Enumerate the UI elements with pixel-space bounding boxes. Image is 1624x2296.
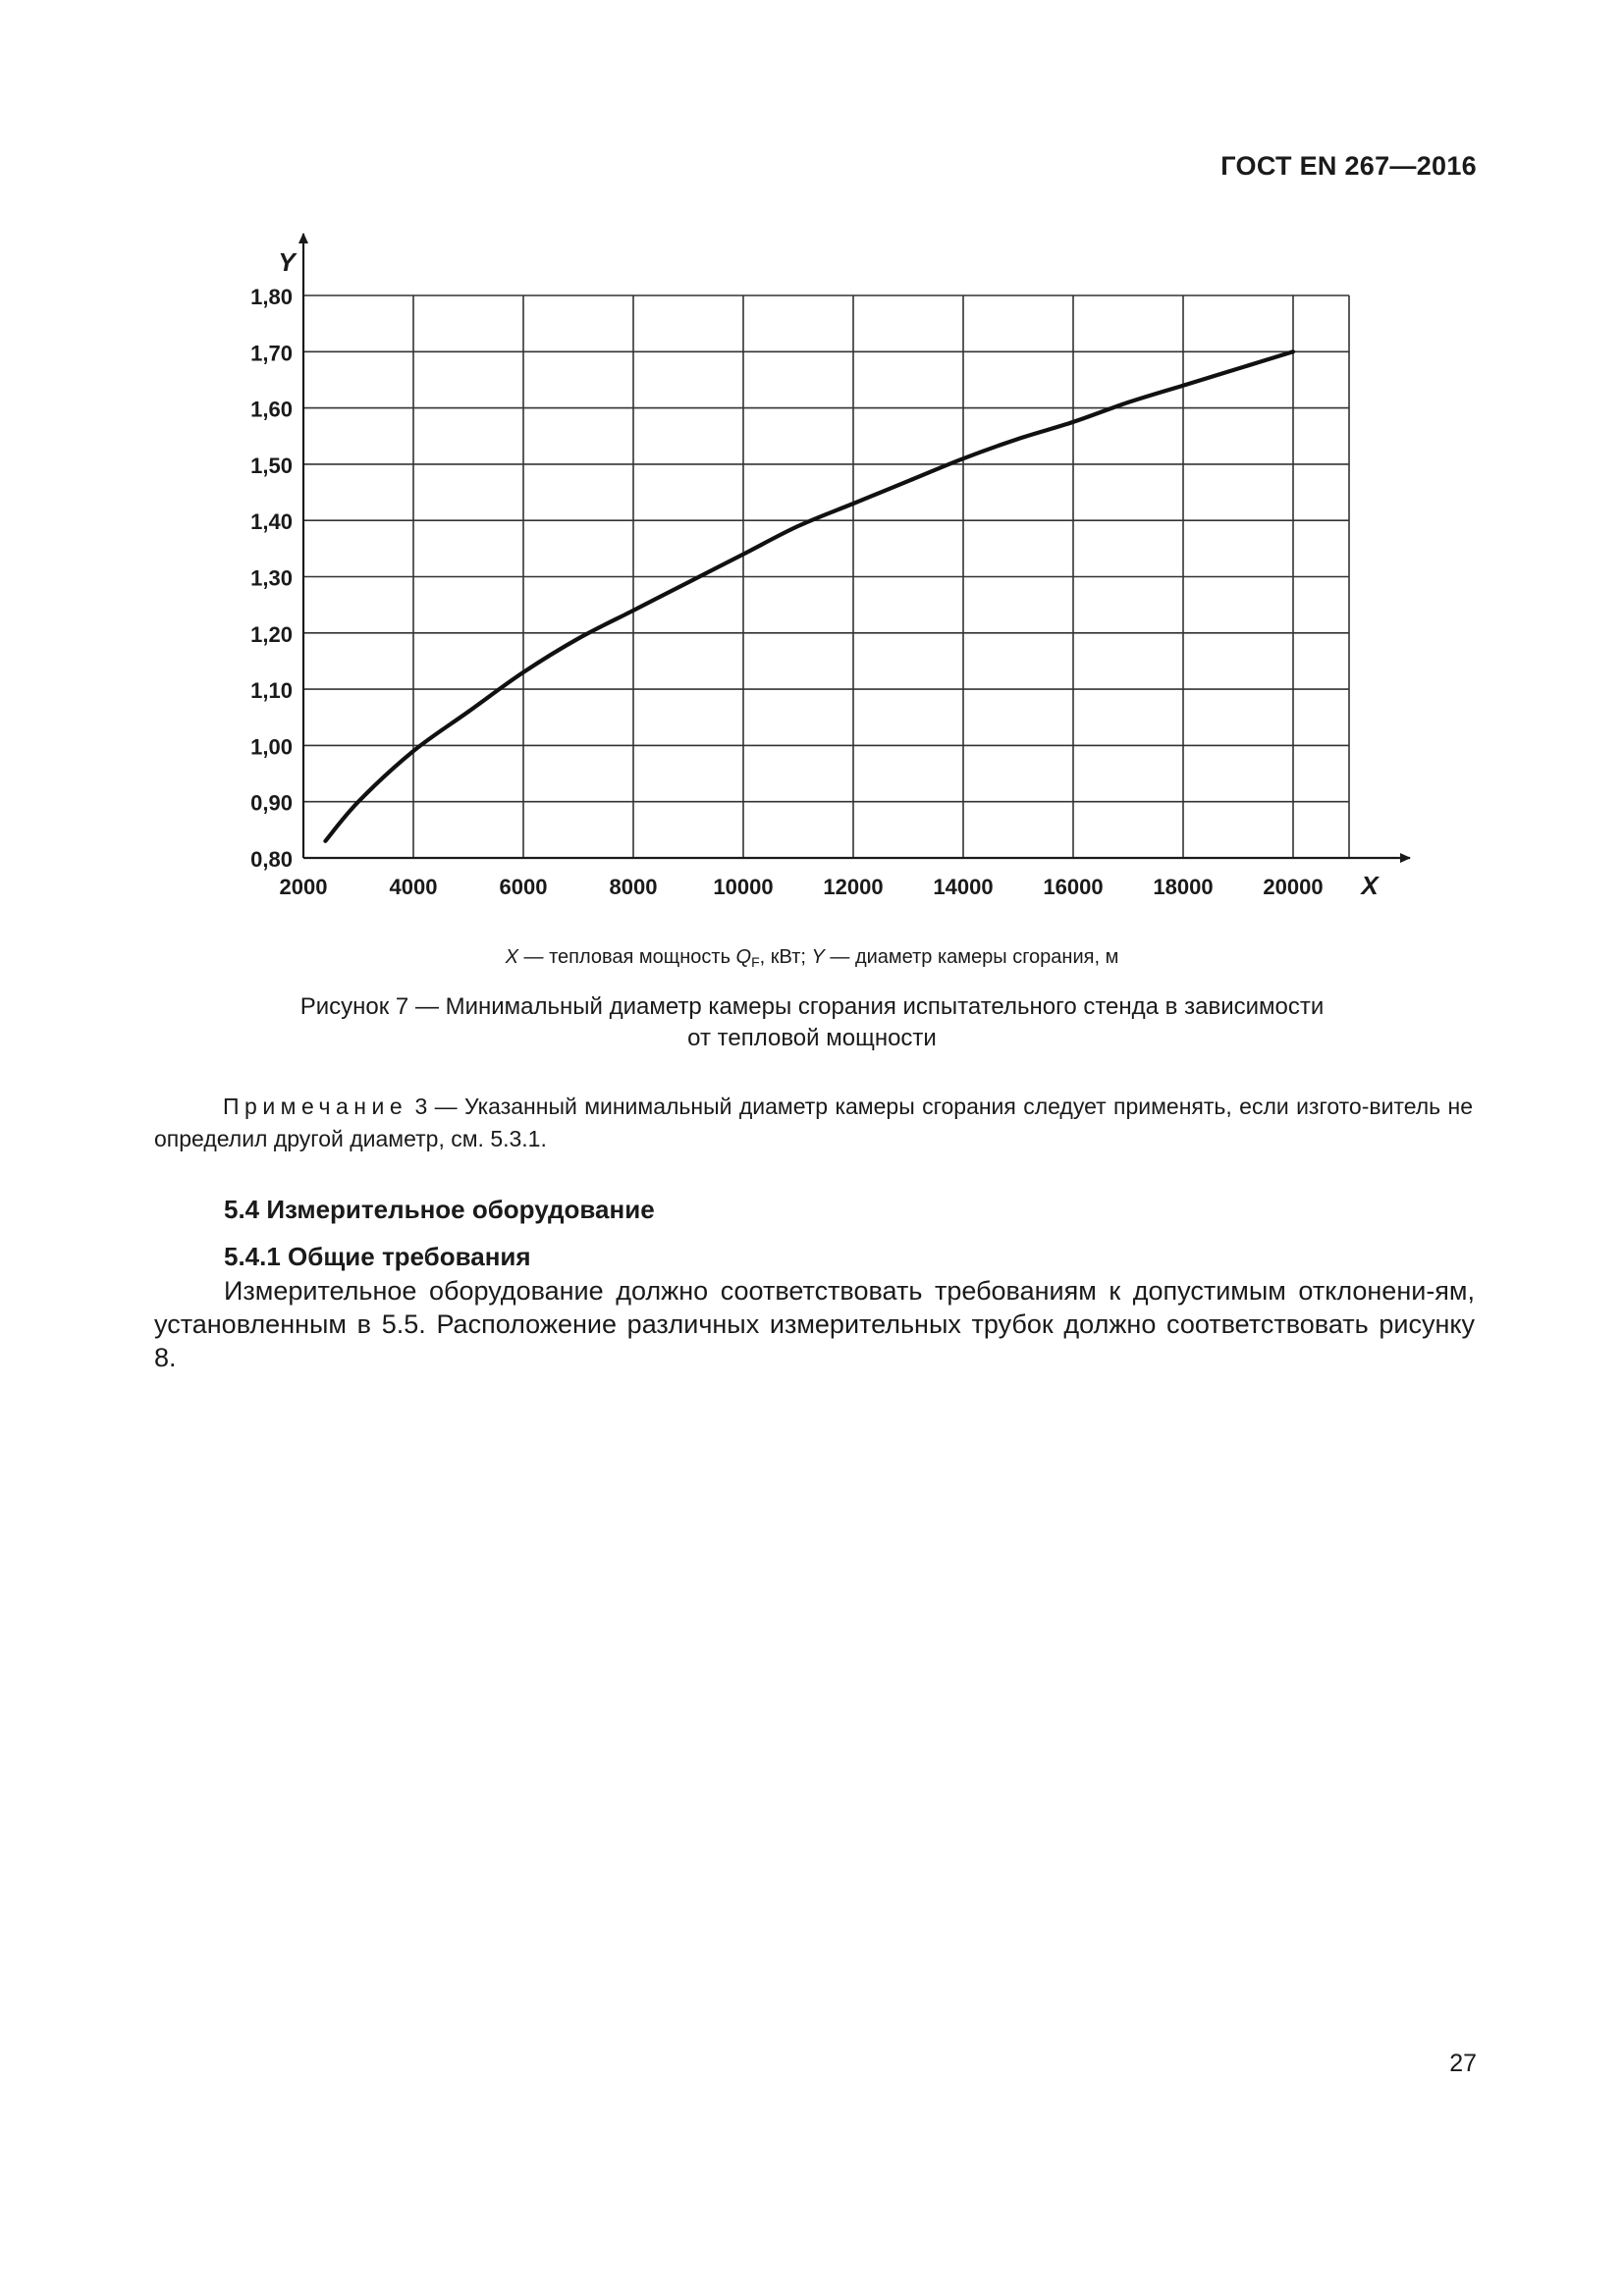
- legend-x-symbol: X: [505, 946, 518, 968]
- x-tick-label: 18000: [1153, 875, 1214, 899]
- x-tick-labels: [280, 875, 1324, 899]
- legend-x-text: — тепловая мощность: [517, 946, 736, 968]
- y-tick-label: 1,10: [250, 678, 293, 704]
- note-label: Примечание: [223, 1094, 408, 1119]
- diameter-chart: [0, 0, 1624, 982]
- x-tick-label: 10000: [713, 875, 774, 899]
- legend-y-text: — диаметр камеры сгорания, м: [824, 946, 1119, 968]
- x-tick-label: 4000: [389, 875, 438, 899]
- note-paragraph: [154, 1091, 1473, 1155]
- y-tick-label: 1,80: [250, 285, 293, 309]
- body-paragraph: [154, 1274, 1475, 1374]
- document-id-header: ГОСТ EN 267—2016: [1220, 151, 1477, 181]
- x-tick-label: 14000: [933, 875, 994, 899]
- y-tick-label: 1,70: [250, 341, 293, 366]
- legend-q-subscript: F: [751, 954, 760, 970]
- y-tick-label: 1,00: [250, 734, 293, 760]
- x-tick-label: 6000: [499, 875, 548, 899]
- caption-line-1: Рисунок 7 — Минимальный диаметр камеры сгорания испытательного стенда в зависимости: [299, 993, 1325, 1020]
- y-tick-label: 1,20: [250, 621, 293, 647]
- y-tick-labels: [250, 285, 293, 872]
- y-tick-label: 1,60: [250, 397, 293, 422]
- x-tick-label: 8000: [609, 875, 658, 899]
- axis-legend: [0, 946, 1624, 969]
- x-axis-label: X: [1361, 871, 1379, 900]
- legend-q-symbol: Q: [735, 946, 752, 968]
- x-tick-label: 12000: [823, 875, 884, 899]
- figure-caption: [0, 991, 1624, 1054]
- legend-y-symbol: Y: [811, 946, 825, 968]
- section-heading: 5.4 Измерительное оборудование: [224, 1195, 655, 1224]
- horizontal-gridlines: [303, 295, 1349, 802]
- page-number: 27: [1449, 2050, 1477, 2077]
- diameter-curve: [325, 351, 1293, 841]
- y-tick-label: 1,50: [250, 453, 293, 478]
- legend-x-unit: , кВт;: [759, 946, 812, 968]
- y-tick-label: 0,80: [250, 847, 293, 872]
- x-tick-label: 16000: [1043, 875, 1104, 899]
- note-text: 3 — Указанный минимальный диаметр камеры сгорания следует применять, если изгото-витель не определил другой диаметр, см. 5.3.1.: [154, 1094, 1473, 1151]
- y-tick-label: 0,90: [250, 790, 293, 816]
- body-paragraph-text: Измерительное оборудование должно соответствовать требованиям к допустимым отклонени-ям, установленным в 5.5. Расположение различных измерительных трубок должно соответствовать рисунку 8.: [154, 1276, 1475, 1372]
- subsection-heading: 5.4.1 Общие требования: [224, 1242, 531, 1271]
- x-tick-label: 20000: [1263, 875, 1324, 899]
- x-tick-label: 2000: [279, 875, 328, 899]
- y-axis-label: Y: [278, 247, 296, 277]
- y-tick-label: 1,40: [250, 509, 293, 535]
- caption-line-2: от тепловой мощности: [687, 1025, 937, 1051]
- y-tick-label: 1,30: [250, 565, 293, 591]
